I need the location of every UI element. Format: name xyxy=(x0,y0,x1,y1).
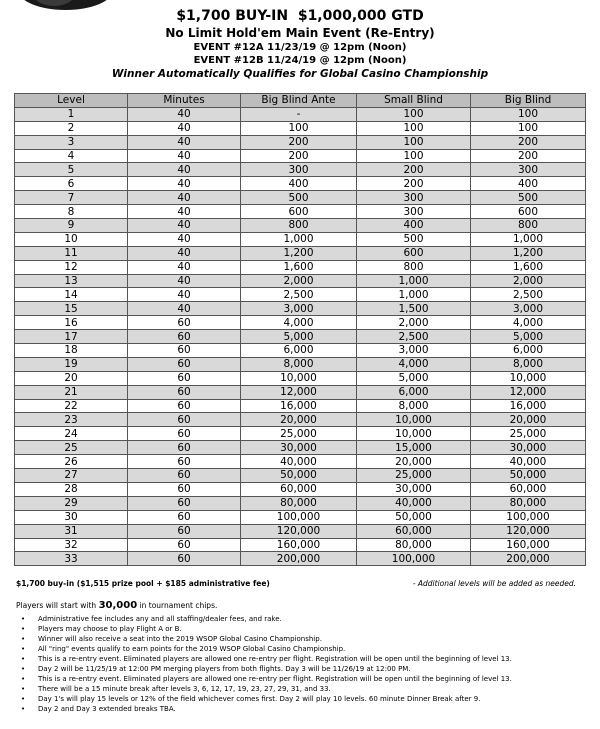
table-row xyxy=(15,135,586,149)
cell-small-blind: 1,000 xyxy=(357,288,471,302)
cell-small-blind: 1,000 xyxy=(357,274,471,288)
cell-ante: 50,000 xyxy=(241,469,357,483)
cell-level: 26 xyxy=(15,455,128,469)
cell-level: 2 xyxy=(15,121,128,135)
cell-minutes: 40 xyxy=(128,232,241,246)
table-body xyxy=(15,107,586,565)
cell-small-blind: 3,000 xyxy=(357,344,471,358)
table-row xyxy=(15,469,586,483)
qualifier-note: Winner Automatically Qualifies for Global Casino Championship xyxy=(111,68,489,80)
table-row xyxy=(15,371,586,385)
cell-small-blind: 300 xyxy=(357,191,471,205)
cell-ante: 80,000 xyxy=(241,496,357,510)
bullet-icon: • xyxy=(21,705,26,713)
table-row xyxy=(15,177,586,191)
cell-level: 30 xyxy=(15,510,128,524)
table-row xyxy=(15,510,586,524)
rules-list xyxy=(16,614,586,714)
blind-structure-table xyxy=(14,93,586,566)
cell-ante: 500 xyxy=(241,191,357,205)
column-header-level: Level xyxy=(15,94,128,108)
table-row xyxy=(15,538,586,552)
cell-small-blind: 25,000 xyxy=(357,469,471,483)
event-name: No Limit Hold'em Main Event (Re-Entry) xyxy=(165,26,435,40)
rule-text: There will be a 15 minute break after levels 3, 6, 12, 17, 19, 23, 27, 29, 31, and 33. xyxy=(38,685,331,693)
rule-text: This is a re-entry event. Eliminated players are allowed one re-entry per flight. Registration will be open until the beginning of level 13. xyxy=(38,675,512,683)
cell-level: 6 xyxy=(15,177,128,191)
table-row xyxy=(15,107,586,121)
cell-minutes: 60 xyxy=(128,552,241,566)
table-row xyxy=(15,191,586,205)
rule-text: Day 2 and Day 3 extended breaks TBA. xyxy=(38,705,176,713)
table-row xyxy=(15,219,586,233)
rule-text: Day 1's will play 15 levels or 12% of the field whichever comes first. Day 2 will play 10 levels. 60 minute Dinner Break after 9. xyxy=(38,695,481,703)
cell-ante: 6,000 xyxy=(241,344,357,358)
rule-text: Day 2 will be 11/25/19 at 12:00 PM merging players from both flights. Day 3 will be 11/26/19 at 12:00 PM. xyxy=(38,665,411,673)
cell-level: 15 xyxy=(15,302,128,316)
bullet-icon: • xyxy=(21,625,26,633)
bullet-icon: • xyxy=(21,675,26,683)
cell-small-blind: 100 xyxy=(357,149,471,163)
cell-ante: 100,000 xyxy=(241,510,357,524)
cell-big-blind: 50,000 xyxy=(471,469,586,483)
starting-chips-amount: 30,000 xyxy=(98,600,138,611)
table-row xyxy=(15,149,586,163)
cell-minutes: 60 xyxy=(128,524,241,538)
table-row xyxy=(15,316,586,330)
cell-minutes: 40 xyxy=(128,205,241,219)
table-row xyxy=(15,482,586,496)
guarantee-amount: $1,000,000 GTD xyxy=(297,8,424,24)
cell-small-blind: 4,000 xyxy=(357,357,471,371)
rule-item xyxy=(16,664,586,674)
cell-big-blind: 200 xyxy=(471,149,586,163)
cell-level: 29 xyxy=(15,496,128,510)
cell-level: 22 xyxy=(15,399,128,413)
cell-minutes: 60 xyxy=(128,399,241,413)
cell-small-blind: 800 xyxy=(357,260,471,274)
cell-minutes: 40 xyxy=(128,107,241,121)
cell-small-blind: 100 xyxy=(357,121,471,135)
table-row xyxy=(15,274,586,288)
cell-minutes: 60 xyxy=(128,510,241,524)
table-row xyxy=(15,427,586,441)
cell-level: 33 xyxy=(15,552,128,566)
cell-level: 20 xyxy=(15,371,128,385)
cell-ante: - xyxy=(241,107,357,121)
rule-item xyxy=(16,674,586,684)
cell-big-blind: 300 xyxy=(471,163,586,177)
rule-item xyxy=(16,614,586,624)
cell-ante: 4,000 xyxy=(241,316,357,330)
cell-big-blind: 40,000 xyxy=(471,455,586,469)
cell-minutes: 60 xyxy=(128,482,241,496)
table-row xyxy=(15,385,586,399)
cell-small-blind: 80,000 xyxy=(357,538,471,552)
cell-big-blind: 600 xyxy=(471,205,586,219)
cell-level: 24 xyxy=(15,427,128,441)
cell-big-blind: 400 xyxy=(471,177,586,191)
cell-small-blind: 2,500 xyxy=(357,330,471,344)
cell-minutes: 40 xyxy=(128,177,241,191)
cell-ante: 120,000 xyxy=(241,524,357,538)
cell-minutes: 40 xyxy=(128,163,241,177)
cell-big-blind: 200 xyxy=(471,135,586,149)
cell-ante: 40,000 xyxy=(241,455,357,469)
cell-ante: 8,000 xyxy=(241,357,357,371)
cell-big-blind: 120,000 xyxy=(471,524,586,538)
cell-level: 10 xyxy=(15,232,128,246)
cell-level: 4 xyxy=(15,149,128,163)
cell-level: 32 xyxy=(15,538,128,552)
bullet-icon: • xyxy=(21,655,26,663)
cell-ante: 800 xyxy=(241,219,357,233)
cell-minutes: 40 xyxy=(128,191,241,205)
cell-small-blind: 1,500 xyxy=(357,302,471,316)
cell-ante: 100 xyxy=(241,121,357,135)
starting-chips-suffix: in tournament chips. xyxy=(139,601,218,610)
cell-small-blind: 300 xyxy=(357,205,471,219)
cell-minutes: 60 xyxy=(128,455,241,469)
column-header-small-blind: Small Blind xyxy=(357,94,471,108)
column-header-minutes: Minutes xyxy=(128,94,241,108)
column-header-big-blind: Big Blind xyxy=(471,94,586,108)
cell-level: 17 xyxy=(15,330,128,344)
cell-minutes: 60 xyxy=(128,538,241,552)
fee-breakdown: $1,700 buy-in ($1,515 prize pool + $185 administrative fee) xyxy=(16,579,270,588)
cell-small-blind: 40,000 xyxy=(357,496,471,510)
table-row xyxy=(15,524,586,538)
cell-big-blind: 2,500 xyxy=(471,288,586,302)
table-row xyxy=(15,205,586,219)
cell-small-blind: 600 xyxy=(357,246,471,260)
cell-level: 14 xyxy=(15,288,128,302)
table-row xyxy=(15,496,586,510)
cell-big-blind: 25,000 xyxy=(471,427,586,441)
bullet-icon: • xyxy=(21,635,26,643)
cell-level: 25 xyxy=(15,441,128,455)
table-row xyxy=(15,455,586,469)
cell-big-blind: 8,000 xyxy=(471,357,586,371)
cell-level: 1 xyxy=(15,107,128,121)
cell-small-blind: 8,000 xyxy=(357,399,471,413)
cell-level: 12 xyxy=(15,260,128,274)
cell-big-blind: 1,200 xyxy=(471,246,586,260)
bullet-icon: • xyxy=(21,695,26,703)
cell-minutes: 60 xyxy=(128,316,241,330)
cell-small-blind: 20,000 xyxy=(357,455,471,469)
table-row xyxy=(15,163,586,177)
cell-big-blind: 2,000 xyxy=(471,274,586,288)
table-row xyxy=(15,441,586,455)
cell-level: 28 xyxy=(15,482,128,496)
cell-big-blind: 200,000 xyxy=(471,552,586,566)
cell-big-blind: 12,000 xyxy=(471,385,586,399)
cell-ante: 300 xyxy=(241,163,357,177)
cell-ante: 200,000 xyxy=(241,552,357,566)
bullet-icon: • xyxy=(21,685,26,693)
cell-ante: 200 xyxy=(241,149,357,163)
cell-level: 19 xyxy=(15,357,128,371)
table-row xyxy=(15,552,586,566)
cell-level: 18 xyxy=(15,344,128,358)
cell-minutes: 40 xyxy=(128,149,241,163)
cell-level: 11 xyxy=(15,246,128,260)
cell-big-blind: 4,000 xyxy=(471,316,586,330)
rule-item xyxy=(16,704,586,714)
cell-minutes: 60 xyxy=(128,357,241,371)
table-row xyxy=(15,260,586,274)
cell-big-blind: 100 xyxy=(471,121,586,135)
cell-ante: 16,000 xyxy=(241,399,357,413)
cell-small-blind: 10,000 xyxy=(357,413,471,427)
cell-small-blind: 15,000 xyxy=(357,441,471,455)
cell-big-blind: 100 xyxy=(471,107,586,121)
cell-ante: 25,000 xyxy=(241,427,357,441)
rule-text: Winner will also receive a seat into the 2019 WSOP Global Casino Championship. xyxy=(38,635,322,643)
cell-small-blind: 200 xyxy=(357,163,471,177)
cell-minutes: 60 xyxy=(128,427,241,441)
additional-levels-note: - Additional levels will be added as needed. xyxy=(412,579,576,588)
event-flight-a: EVENT #12A 11/23/19 @ 12pm (Noon) xyxy=(193,42,407,53)
bullet-icon: • xyxy=(21,615,26,623)
cell-small-blind: 10,000 xyxy=(357,427,471,441)
cell-level: 27 xyxy=(15,469,128,483)
cell-minutes: 60 xyxy=(128,441,241,455)
cell-level: 7 xyxy=(15,191,128,205)
cell-small-blind: 60,000 xyxy=(357,524,471,538)
cell-big-blind: 80,000 xyxy=(471,496,586,510)
cell-minutes: 40 xyxy=(128,274,241,288)
rule-item xyxy=(16,634,586,644)
rule-item xyxy=(16,654,586,664)
cell-small-blind: 500 xyxy=(357,232,471,246)
cell-small-blind: 200 xyxy=(357,177,471,191)
rule-text: Administrative fee includes any and all staffing/dealer fees, and rake. xyxy=(38,615,282,623)
cell-minutes: 40 xyxy=(128,135,241,149)
cell-big-blind: 160,000 xyxy=(471,538,586,552)
buyin-guarantee-line xyxy=(0,7,600,25)
cell-big-blind: 16,000 xyxy=(471,399,586,413)
cell-ante: 600 xyxy=(241,205,357,219)
cell-big-blind: 60,000 xyxy=(471,482,586,496)
cell-small-blind: 100 xyxy=(357,107,471,121)
buyin-amount: $1,700 BUY-IN xyxy=(176,8,289,24)
cell-ante: 12,000 xyxy=(241,385,357,399)
cell-big-blind: 10,000 xyxy=(471,371,586,385)
cell-ante: 2,000 xyxy=(241,274,357,288)
column-header-ante: Big Blind Ante xyxy=(241,94,357,108)
rule-item xyxy=(16,644,586,654)
cell-ante: 10,000 xyxy=(241,371,357,385)
table-row xyxy=(15,121,586,135)
cell-ante: 400 xyxy=(241,177,357,191)
cell-small-blind: 6,000 xyxy=(357,385,471,399)
table-row xyxy=(15,399,586,413)
cell-minutes: 40 xyxy=(128,302,241,316)
cell-minutes: 40 xyxy=(128,246,241,260)
cell-level: 16 xyxy=(15,316,128,330)
cell-minutes: 60 xyxy=(128,385,241,399)
rule-text: This is a re-entry event. Eliminated players are allowed one re-entry per flight. Registration will be open until the beginning of level 13. xyxy=(38,655,512,663)
cell-minutes: 60 xyxy=(128,496,241,510)
cell-small-blind: 30,000 xyxy=(357,482,471,496)
table-header-row xyxy=(15,94,586,108)
rule-text: All "ring" events qualify to earn points for the 2019 WSOP Global Casino Championship. xyxy=(38,645,346,653)
bullet-icon: • xyxy=(21,665,26,673)
starting-chips-line xyxy=(16,600,217,611)
cell-ante: 5,000 xyxy=(241,330,357,344)
bullet-icon: • xyxy=(21,645,26,653)
cell-minutes: 60 xyxy=(128,344,241,358)
cell-small-blind: 100,000 xyxy=(357,552,471,566)
rule-text: Players may choose to play Flight A or B. xyxy=(38,625,182,633)
cell-level: 21 xyxy=(15,385,128,399)
cell-ante: 1,000 xyxy=(241,232,357,246)
cell-level: 31 xyxy=(15,524,128,538)
cell-big-blind: 1,600 xyxy=(471,260,586,274)
cell-small-blind: 2,000 xyxy=(357,316,471,330)
cell-ante: 1,200 xyxy=(241,246,357,260)
cell-minutes: 60 xyxy=(128,469,241,483)
rule-item xyxy=(16,624,586,634)
table-row xyxy=(15,344,586,358)
cell-level: 5 xyxy=(15,163,128,177)
cell-level: 9 xyxy=(15,219,128,233)
cell-big-blind: 100,000 xyxy=(471,510,586,524)
table-row xyxy=(15,357,586,371)
cell-ante: 160,000 xyxy=(241,538,357,552)
cell-big-blind: 1,000 xyxy=(471,232,586,246)
rule-item xyxy=(16,684,586,694)
cell-big-blind: 30,000 xyxy=(471,441,586,455)
cell-ante: 200 xyxy=(241,135,357,149)
cell-ante: 60,000 xyxy=(241,482,357,496)
cell-small-blind: 100 xyxy=(357,135,471,149)
table-row xyxy=(15,232,586,246)
table-row xyxy=(15,288,586,302)
cell-minutes: 40 xyxy=(128,121,241,135)
cell-big-blind: 800 xyxy=(471,219,586,233)
starting-chips-prefix: Players will start with xyxy=(16,601,97,610)
cell-minutes: 60 xyxy=(128,371,241,385)
cell-ante: 2,500 xyxy=(241,288,357,302)
cell-minutes: 40 xyxy=(128,288,241,302)
cell-ante: 20,000 xyxy=(241,413,357,427)
table-row xyxy=(15,302,586,316)
cell-level: 13 xyxy=(15,274,128,288)
cell-minutes: 60 xyxy=(128,413,241,427)
event-flight-b: EVENT #12B 11/24/19 @ 12pm (Noon) xyxy=(193,55,407,66)
cell-small-blind: 400 xyxy=(357,219,471,233)
cell-minutes: 40 xyxy=(128,219,241,233)
cell-big-blind: 6,000 xyxy=(471,344,586,358)
cell-small-blind: 5,000 xyxy=(357,371,471,385)
table-row xyxy=(15,246,586,260)
cell-big-blind: 20,000 xyxy=(471,413,586,427)
event-header xyxy=(0,7,600,81)
cell-big-blind: 500 xyxy=(471,191,586,205)
rule-item xyxy=(16,694,586,704)
cell-ante: 1,600 xyxy=(241,260,357,274)
cell-ante: 3,000 xyxy=(241,302,357,316)
table-row xyxy=(15,330,586,344)
table-row xyxy=(15,413,586,427)
cell-level: 8 xyxy=(15,205,128,219)
cell-level: 3 xyxy=(15,135,128,149)
cell-big-blind: 3,000 xyxy=(471,302,586,316)
cell-minutes: 40 xyxy=(128,260,241,274)
cell-ante: 30,000 xyxy=(241,441,357,455)
cell-minutes: 60 xyxy=(128,330,241,344)
cell-level: 23 xyxy=(15,413,128,427)
cell-big-blind: 5,000 xyxy=(471,330,586,344)
cell-small-blind: 50,000 xyxy=(357,510,471,524)
